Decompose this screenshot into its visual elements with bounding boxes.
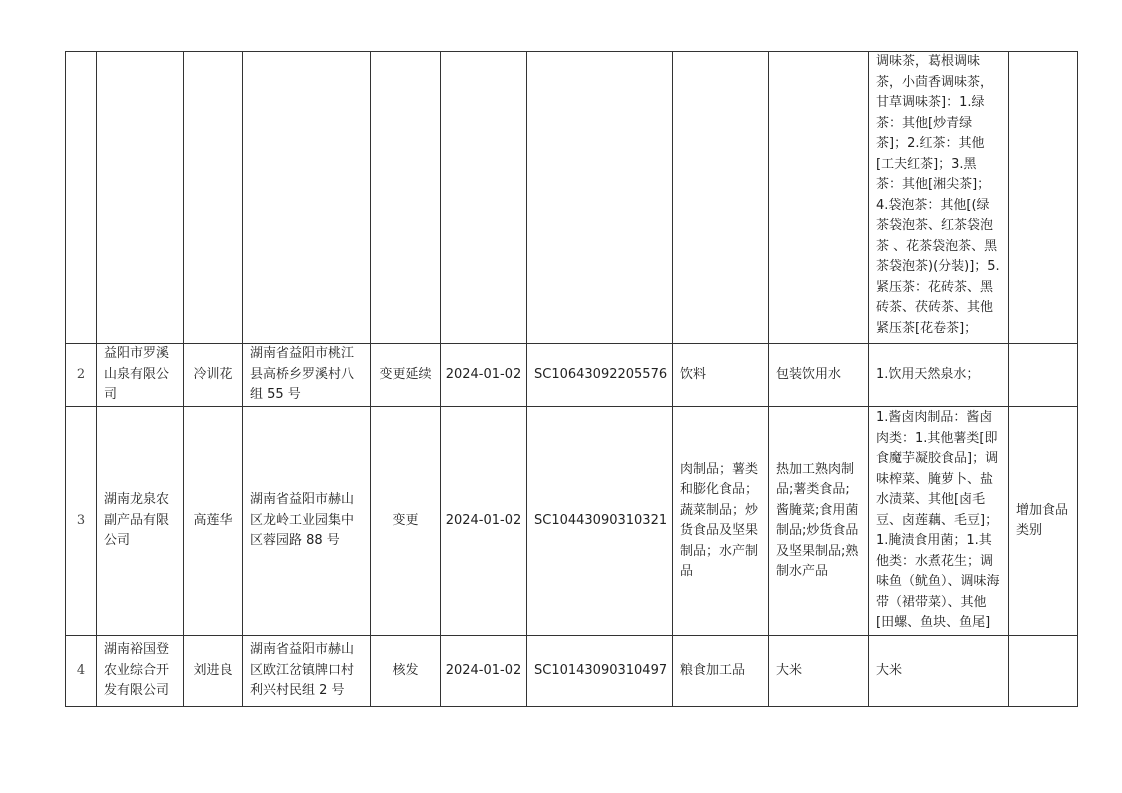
legal-person: 冷训花: [184, 344, 243, 407]
issue-date: 2024-01-02: [441, 636, 527, 707]
product-detail: 1.酱卤肉制品：酱卤肉类：1.其他薯类[即食魔芋凝胶食品]；调味榨菜、腌萝卜、盐水渍菜、其他[卤毛豆、卤莲藕、毛豆]；1.腌渍食用菌；1.其他类：水煮花生；调味鱼（鱿鱼）、调味海带（裙带菜）、其他[田螺、鱼块、鱼尾]: [869, 407, 1009, 636]
food-subcategory: 热加工熟肉制品;薯类食品;酱腌菜;食用菌制品;炒货食品及坚果制品;熟制水产品: [769, 407, 869, 636]
address: 湖南省益阳市赫山区龙岭工业园集中区蓉园路 88 号: [243, 407, 371, 636]
row-number: [66, 52, 97, 344]
food-category: 粮食加工品: [673, 636, 769, 707]
legal-person: 刘进良: [184, 636, 243, 707]
table-row: [66, 636, 1078, 707]
food-subcategory: [769, 52, 869, 344]
table-row: [66, 407, 1078, 636]
legal-person: 高莲华: [184, 407, 243, 636]
license-type: [371, 52, 441, 344]
food-category: 肉制品；薯类和膨化食品；蔬菜制品；炒货食品及坚果制品；水产制品: [673, 407, 769, 636]
license-type: 核发: [371, 636, 441, 707]
issue-date: 2024-01-02: [441, 344, 527, 407]
row-number: 2: [66, 344, 97, 407]
product-detail: 1.饮用天然泉水；: [869, 344, 1009, 407]
table-row: [66, 52, 1078, 344]
product-detail: 调味茶，葛根调味茶，小茴香调味茶，甘草调味茶]：1.绿茶：其他[炒青绿茶]；2.红茶：其他[工夫红茶]；3.黑茶：其他[湘尖茶]；4.袋泡茶：其他[(绿茶袋泡茶、红茶袋泡茶 、花茶袋泡茶、黑茶袋泡茶)(分装)]；5.紧压茶：花砖茶、黑砖茶、茯砖茶、其他紧压茶[花卷茶]；: [869, 52, 1009, 344]
company-name: 湖南龙泉农副产品有限公司: [97, 407, 184, 636]
remark: [1009, 344, 1078, 407]
product-detail: 大米: [869, 636, 1009, 707]
license-number: SC10143090310497: [527, 636, 673, 707]
license-number: SC10643092205576: [527, 344, 673, 407]
address: 湖南省益阳市桃江县高桥乡罗溪村八组 55 号: [243, 344, 371, 407]
row-number: 4: [66, 636, 97, 707]
address: 湖南省益阳市赫山区欧江岔镇牌口村利兴村民组 2 号: [243, 636, 371, 707]
remark: 增加食品类别: [1009, 407, 1078, 636]
company-name: [97, 52, 184, 344]
row-number: 3: [66, 407, 97, 636]
company-name: 益阳市罗溪山泉有限公司: [97, 344, 184, 407]
food-category: 饮料: [673, 344, 769, 407]
address: [243, 52, 371, 344]
food-category: [673, 52, 769, 344]
license-type: 变更延续: [371, 344, 441, 407]
license-table: [65, 51, 1078, 707]
company-name: 湖南裕国登农业综合开发有限公司: [97, 636, 184, 707]
food-subcategory: 大米: [769, 636, 869, 707]
remark: [1009, 636, 1078, 707]
license-type: 变更: [371, 407, 441, 636]
food-subcategory: 包装饮用水: [769, 344, 869, 407]
license-number: SC10443090310321: [527, 407, 673, 636]
legal-person: [184, 52, 243, 344]
table-row: [66, 344, 1078, 407]
remark: [1009, 52, 1078, 344]
license-number: [527, 52, 673, 344]
issue-date: [441, 52, 527, 344]
issue-date: 2024-01-02: [441, 407, 527, 636]
